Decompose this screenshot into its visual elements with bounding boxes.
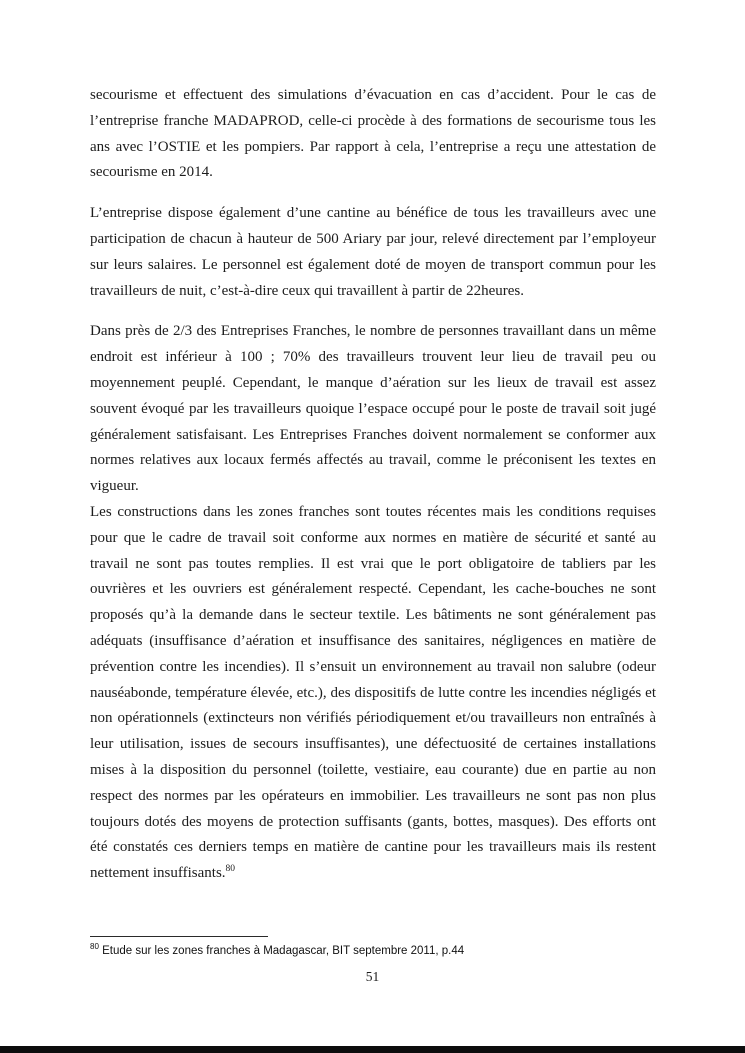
footnote-area: [90, 936, 656, 959]
paragraph-effectifs: Dans près de 2/3 des Entreprises Franches, le nombre de personnes travaillant dans un même endroit est inférieur à 100 ; 70% des travailleurs trouvent leur lieu de travail peu ou moyennement peuplé. Cependant, le manque d’aération sur les lieux de travail est assez souvent évoqué par les travailleurs quoique l’espace occupé pour le poste de travail soit jugé généralement satisfaisant. Les Entreprises Franches doivent normalement se conformer aux normes relatives aux locaux fermés affectés au travail, comme le préconisent les textes en vigueur.: [90, 323, 656, 495]
paragraph-secourisme: secourisme et effectuent des simulations d’évacuation en cas d’accident. Pour le cas de l’entreprise franche MADAPROD, celle-ci procède à des formations de secourisme tous les ans avec l’OSTIE et les pompiers. Par rapport à cela, l’entreprise a reçu une attestation de secourisme en 2014.: [90, 87, 656, 181]
footnote-separator-line: [90, 936, 268, 937]
footnote-text: Etude sur les zones franches à Madagascar, BIT septembre 2011, p.44: [102, 945, 465, 957]
paragraph-constructions: [90, 500, 656, 887]
paragraph-constructions-text: Les constructions dans les zones franches sont toutes récentes mais les conditions requises pour que le cadre de travail soit conforme aux normes en matière de sécurité et santé au travail ne sont pas toutes remplies. Il est vrai que le port obligatoire de tabliers par les ouvrières et les ouvriers est généralement respecté. Cependant, les cache-bouches ne sont proposés qu’à la demande dans le secteur textile. Les bâtiments ne sont généralement pas adéquats (insuffisance d’aération et insuffisance des sanitaires, négligences en matière de prévention contre les incendies). Il s’ensuit un environnement au travail non salubre (odeur nauséabonde, température élevée, etc.), des dispositifs de lutte contre les incendies négligés et non opérationnels (extincteurs non vérifiés périodiquement et/ou travailleurs non entraînés à leur utilisation, issues de secours insuffisantes), une défectuosité de certaines installations mises à la disposition du personnel (toilette, vestiaire, eau courante) due en partie au non respect des normes par les opérateurs en immobilier. Les travailleurs ne sont pas non plus toujours dotés des moyens de protection suffisants (gants, bottes, masques). Des efforts ont été constatés ces derniers temps en matière de cantine pour les travailleurs mais ils restent nettement insuffisants.: [90, 503, 656, 882]
footnote-marker: 80: [90, 942, 99, 952]
bottom-edge-bar: [0, 1046, 745, 1053]
body-text: [90, 83, 656, 902]
paragraph-cantine: L’entreprise dispose également d’une cantine au bénéfice de tous les travailleurs avec une participation de chacun à hauteur de 500 Ariary par jour, relevé directement par l’employeur sur leurs salaires. Le personnel est également doté de moyen de transport commun pour les travailleurs de nuit, c’est-à-dire ceux qui travaillent à partir de 22heures.: [90, 205, 656, 299]
page-number: 51: [365, 969, 380, 984]
footnote-reference: 80: [225, 864, 236, 875]
footnote: [90, 944, 656, 959]
